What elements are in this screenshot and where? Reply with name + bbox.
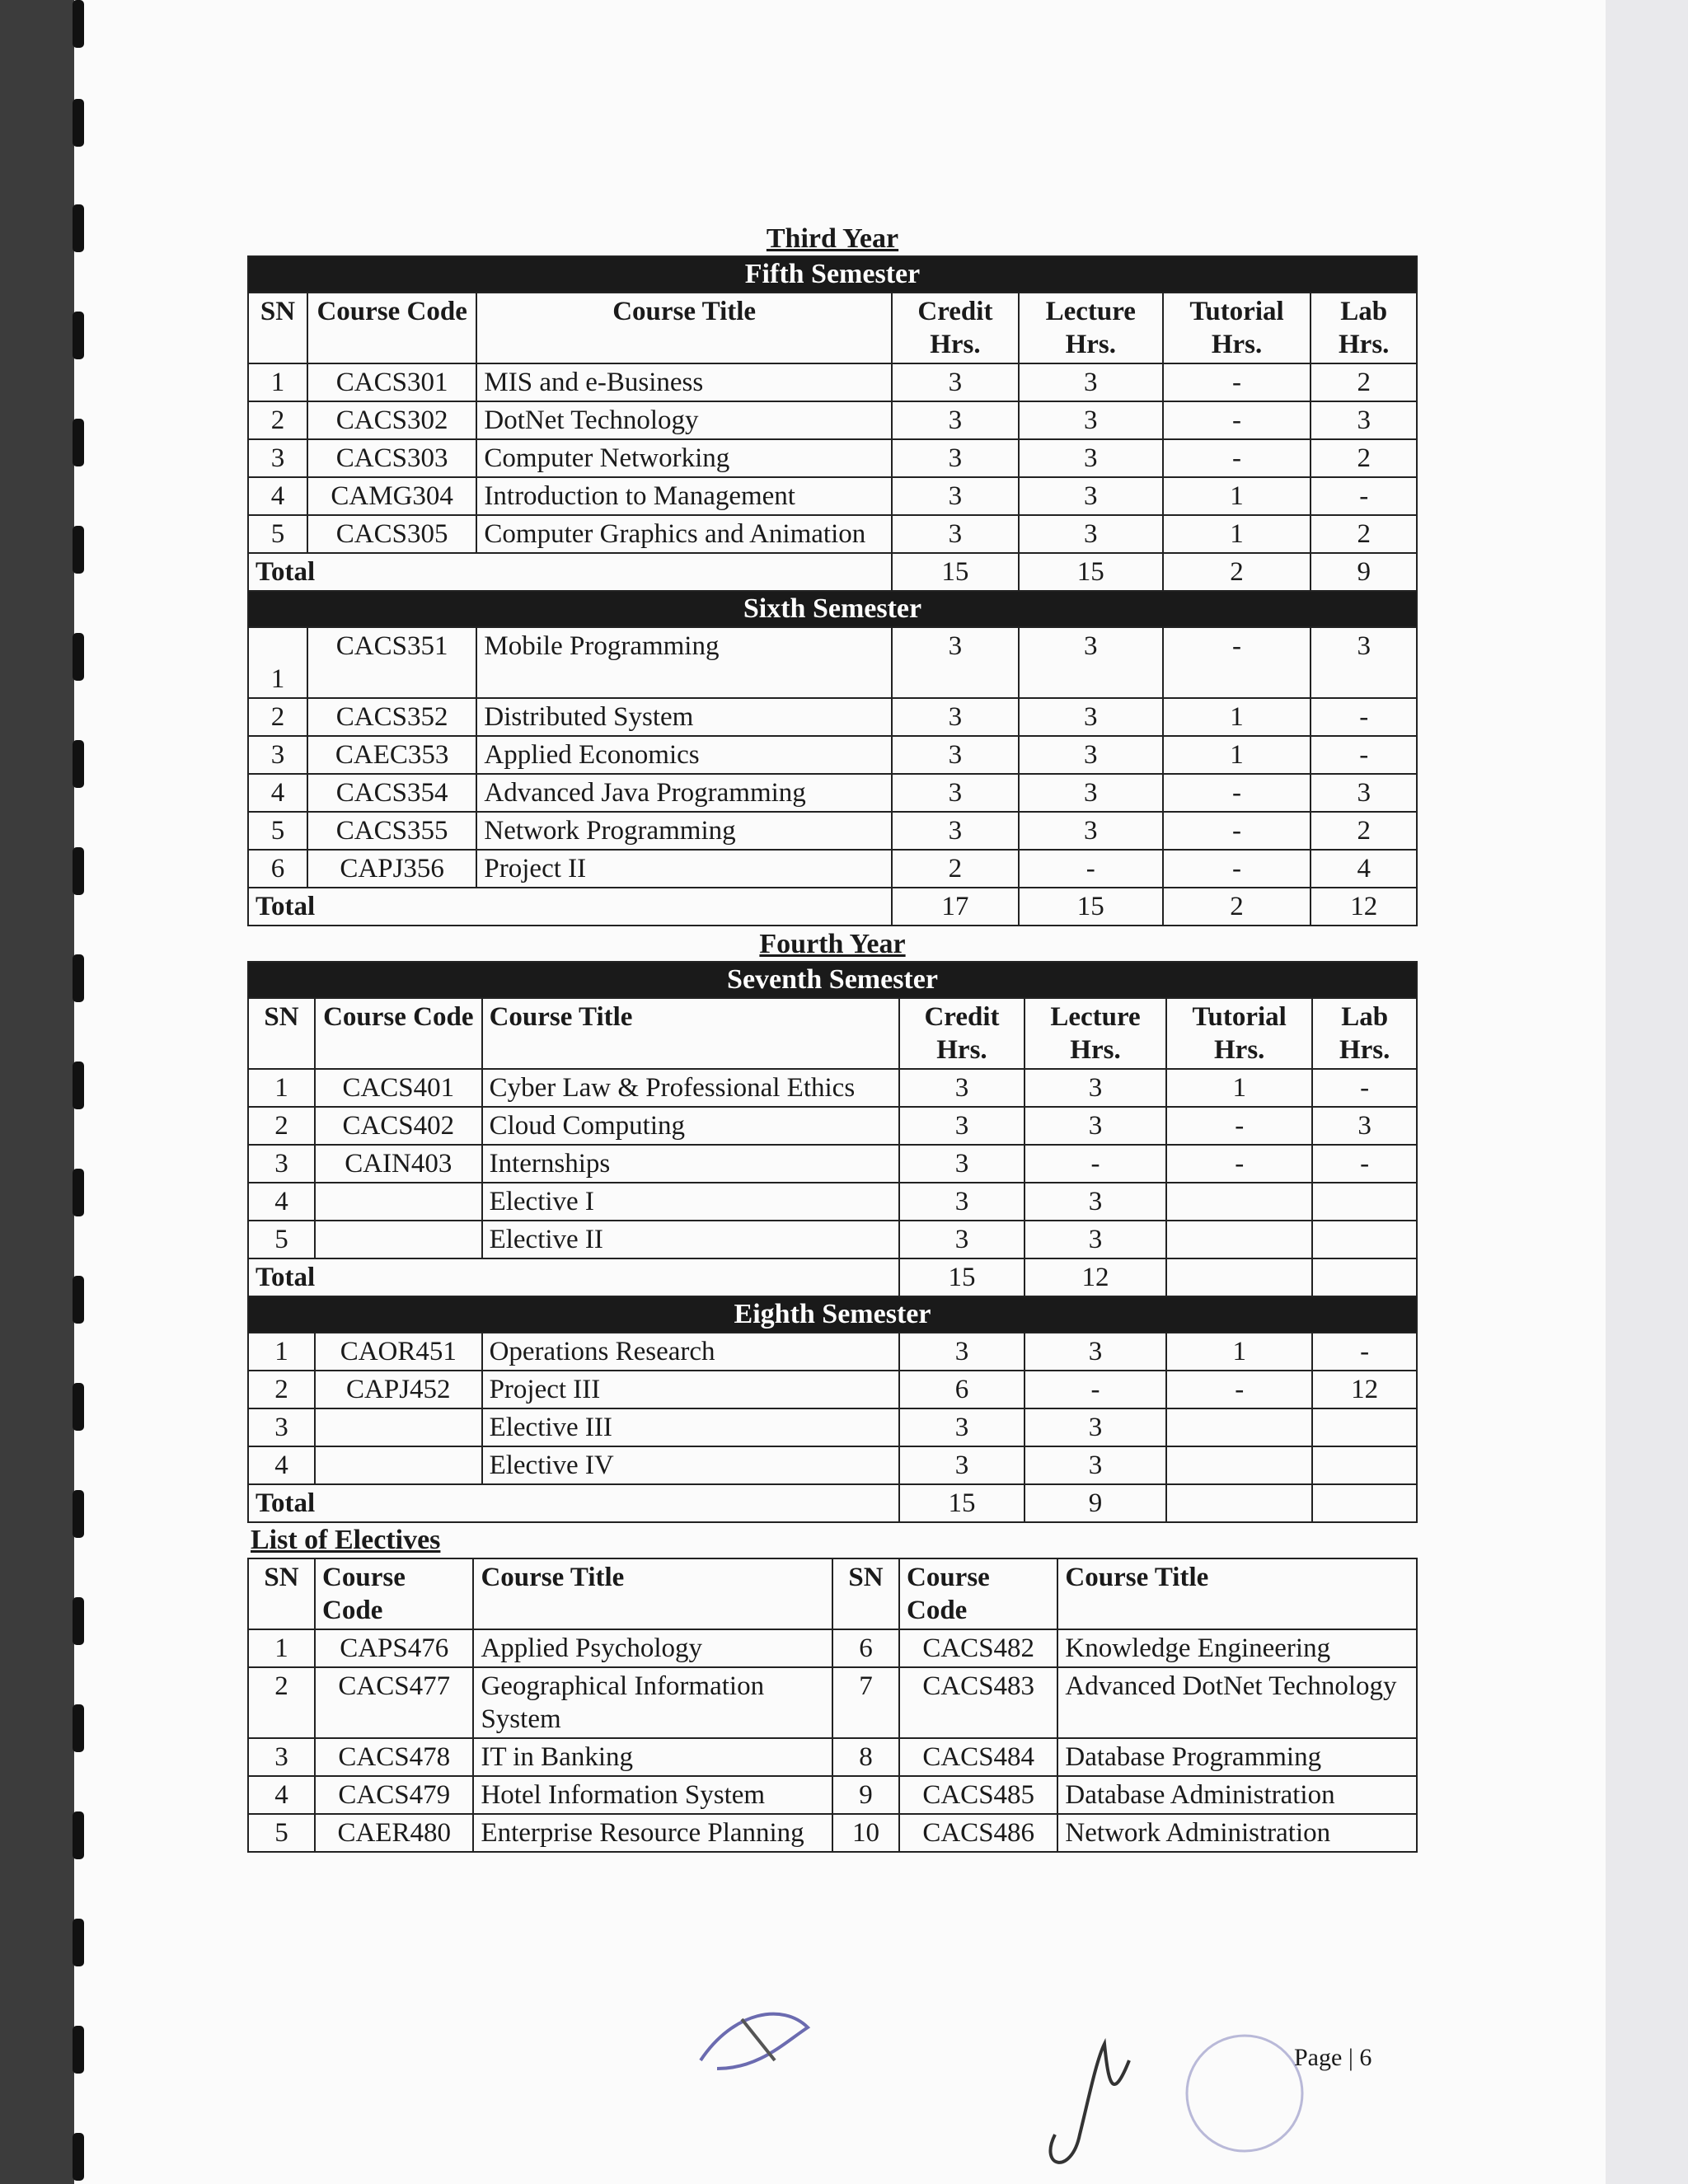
total-row [248, 1484, 1417, 1522]
lecture-cell: 3 [1019, 698, 1163, 736]
sn-cell: 1 [248, 1333, 315, 1371]
course-title-cell: Advanced DotNet Technology [1057, 1667, 1417, 1738]
course-title-cell: Applied Psychology [473, 1629, 832, 1667]
table-row [248, 439, 1417, 477]
lab-cell [1312, 1221, 1417, 1258]
tutorial-cell: - [1163, 439, 1311, 477]
tutorial-cell [1166, 1408, 1312, 1446]
column-header: Credit Hrs. [899, 998, 1025, 1069]
course-code-cell: CAER480 [315, 1814, 473, 1852]
third-year-table [247, 255, 1418, 926]
tutorial-cell: 1 [1166, 1333, 1312, 1371]
lecture-cell: 3 [1025, 1446, 1166, 1484]
course-code-cell: CACS302 [307, 401, 476, 439]
course-code-cell [315, 1408, 482, 1446]
credit-cell: 3 [899, 1145, 1025, 1183]
credit-cell: 3 [892, 736, 1019, 774]
lecture-cell: 3 [1019, 736, 1163, 774]
total-row [248, 888, 1417, 926]
sn-cell: 6 [832, 1629, 899, 1667]
sn-cell: 3 [248, 1145, 315, 1183]
table-row [248, 401, 1417, 439]
column-header: Course Title [473, 1558, 832, 1629]
sn-cell: 3 [248, 736, 307, 774]
course-title-cell: Computer Networking [476, 439, 891, 477]
binding-hole [73, 633, 84, 681]
lab-cell: 3 [1312, 1107, 1417, 1145]
stamp-mark [684, 1994, 832, 2077]
column-header: SN [832, 1558, 899, 1629]
lab-cell: 2 [1311, 439, 1417, 477]
course-code-cell: CAPJ452 [315, 1371, 482, 1408]
course-title-cell: Hotel Information System [473, 1776, 832, 1814]
column-header: Lab Hrs. [1312, 998, 1417, 1069]
sn-cell: 2 [248, 401, 307, 439]
credit-cell: 3 [899, 1446, 1025, 1484]
course-code-cell: CACS477 [315, 1667, 473, 1738]
course-title-cell: Distributed System [476, 698, 891, 736]
lab-cell: - [1311, 477, 1417, 515]
binding-hole [73, 526, 84, 574]
binding-hole [73, 954, 84, 1002]
tutorial-cell: - [1163, 774, 1311, 812]
sn-cell: 5 [248, 515, 307, 553]
column-header: SN [248, 998, 315, 1069]
lecture-cell: 3 [1019, 363, 1163, 401]
course-code-cell: CACS484 [899, 1738, 1057, 1776]
table-row [248, 477, 1417, 515]
total-tutorial: 2 [1163, 888, 1311, 926]
total-lecture: 12 [1025, 1258, 1166, 1296]
credit-cell: 3 [899, 1183, 1025, 1221]
course-code-cell: CAPJ356 [307, 850, 476, 888]
course-code-cell: CACS401 [315, 1069, 482, 1107]
lab-cell: 2 [1311, 363, 1417, 401]
lecture-cell: 3 [1019, 812, 1163, 850]
table-header-row [248, 1558, 1417, 1629]
course-title-cell: Computer Graphics and Animation [476, 515, 891, 553]
tutorial-cell [1166, 1183, 1312, 1221]
course-title-cell: Introduction to Management [476, 477, 891, 515]
course-title-cell: Enterprise Resource Planning [473, 1814, 832, 1852]
table-row [248, 1408, 1417, 1446]
lab-cell: - [1312, 1069, 1417, 1107]
course-code-cell: CACS483 [899, 1667, 1057, 1738]
total-tutorial [1166, 1484, 1312, 1522]
column-header: Tutorial Hrs. [1163, 293, 1311, 363]
tutorial-cell [1166, 1221, 1312, 1258]
tutorial-cell: - [1163, 850, 1311, 888]
column-header: Lab Hrs. [1311, 293, 1417, 363]
lab-cell: 12 [1312, 1371, 1417, 1408]
course-title-cell: Elective I [482, 1183, 899, 1221]
column-header: Course Code [307, 293, 476, 363]
sn-cell: 5 [248, 1814, 315, 1852]
electives-heading: List of Electives [251, 1525, 441, 1555]
electives-table [247, 1558, 1418, 1853]
lecture-cell: 3 [1019, 477, 1163, 515]
course-title-cell: Cloud Computing [482, 1107, 899, 1145]
lecture-cell: - [1025, 1145, 1166, 1183]
table-row [248, 1145, 1417, 1183]
binding-hole [73, 1276, 84, 1324]
course-title-cell: Project II [476, 850, 891, 888]
table-row [248, 1667, 1417, 1738]
column-header: SN [248, 293, 307, 363]
sn-cell: 4 [248, 1776, 315, 1814]
table-row [248, 774, 1417, 812]
table-row [248, 698, 1417, 736]
total-lab: 12 [1311, 888, 1417, 926]
tutorial-cell: 1 [1166, 1069, 1312, 1107]
lab-cell [1312, 1183, 1417, 1221]
total-row [248, 1258, 1417, 1296]
sn-cell: 1 [248, 363, 307, 401]
fourth-year-table [247, 961, 1418, 1523]
total-credit: 15 [899, 1484, 1025, 1522]
tutorial-cell: 1 [1163, 515, 1311, 553]
binding-hole [73, 1062, 84, 1109]
lab-cell: - [1312, 1333, 1417, 1371]
binding-hole [73, 740, 84, 788]
semester-title: Eighth Semester [248, 1296, 1417, 1333]
binding-hole [73, 2026, 84, 2074]
sn-cell: 2 [248, 698, 307, 736]
lecture-cell: - [1025, 1371, 1166, 1408]
course-code-cell: CAEC353 [307, 736, 476, 774]
tutorial-cell: - [1163, 401, 1311, 439]
lecture-cell: 3 [1019, 774, 1163, 812]
tutorial-cell [1166, 1446, 1312, 1484]
course-code-cell: CACS486 [899, 1814, 1057, 1852]
course-code-cell: CACS478 [315, 1738, 473, 1776]
sn-cell: 5 [248, 1221, 315, 1258]
binding-hole [73, 2133, 84, 2181]
course-title-cell: Advanced Java Programming [476, 774, 891, 812]
table-row [248, 1814, 1417, 1852]
table-row [248, 1446, 1417, 1484]
course-title-cell: Elective II [482, 1221, 899, 1258]
column-header: Tutorial Hrs. [1166, 998, 1312, 1069]
sn-cell: 10 [832, 1814, 899, 1852]
lecture-cell: 3 [1025, 1408, 1166, 1446]
third-year-heading: Third Year [766, 223, 899, 254]
lecture-cell: 3 [1025, 1221, 1166, 1258]
lecture-cell: 3 [1019, 515, 1163, 553]
credit-cell: 3 [892, 439, 1019, 477]
credit-cell: 2 [892, 850, 1019, 888]
course-title-cell: Database Administration [1057, 1776, 1417, 1814]
total-label: Total [248, 1258, 899, 1296]
semester-title: Sixth Semester [248, 591, 1417, 627]
sn-cell: 3 [248, 439, 307, 477]
lecture-cell: 3 [1025, 1183, 1166, 1221]
course-title-cell: Applied Economics [476, 736, 891, 774]
table-row [248, 1221, 1417, 1258]
sn-cell: 5 [248, 812, 307, 850]
course-code-cell: CAMG304 [307, 477, 476, 515]
tutorial-cell: 1 [1163, 477, 1311, 515]
course-title-cell: Mobile Programming [476, 627, 891, 698]
sn-cell: 4 [248, 774, 307, 812]
course-title-cell: IT in Banking [473, 1738, 832, 1776]
course-title-cell: DotNet Technology [476, 401, 891, 439]
credit-cell: 3 [892, 774, 1019, 812]
column-header: SN [248, 1558, 315, 1629]
credit-cell: 3 [892, 627, 1019, 698]
sn-cell: 9 [832, 1776, 899, 1814]
sn-cell: 8 [832, 1738, 899, 1776]
course-code-cell: CACS351 [307, 627, 476, 698]
lab-cell: 2 [1311, 515, 1417, 553]
course-title-cell: Project III [482, 1371, 899, 1408]
course-code-cell [315, 1221, 482, 1258]
lab-cell: 4 [1311, 850, 1417, 888]
column-header: Lecture Hrs. [1025, 998, 1166, 1069]
lab-cell: 3 [1311, 627, 1417, 698]
course-code-cell: CACS305 [307, 515, 476, 553]
total-lecture: 15 [1019, 888, 1163, 926]
table-row [248, 736, 1417, 774]
table-row [248, 1629, 1417, 1667]
course-code-cell: CACS402 [315, 1107, 482, 1145]
total-lecture: 15 [1019, 553, 1163, 591]
table-header-row [248, 293, 1417, 363]
tutorial-cell: - [1163, 627, 1311, 698]
binding-hole [73, 1383, 84, 1431]
column-header: Course Title [1057, 1558, 1417, 1629]
credit-cell: 6 [899, 1371, 1025, 1408]
course-code-cell: CACS479 [315, 1776, 473, 1814]
total-lab [1312, 1258, 1417, 1296]
table-row [248, 1107, 1417, 1145]
course-title-cell: Knowledge Engineering [1057, 1629, 1417, 1667]
total-lab: 9 [1311, 553, 1417, 591]
tutorial-cell: - [1166, 1107, 1312, 1145]
lab-cell: - [1311, 736, 1417, 774]
table-row [248, 515, 1417, 553]
course-code-cell: CACS352 [307, 698, 476, 736]
lecture-cell: 3 [1025, 1333, 1166, 1371]
semester-title: Fifth Semester [248, 256, 1417, 293]
sn-cell: 2 [248, 1107, 315, 1145]
table-row [248, 1371, 1417, 1408]
binding-hole [73, 419, 84, 466]
binding-hole [73, 1169, 84, 1216]
course-title-cell: Elective IV [482, 1446, 899, 1484]
lecture-cell: 3 [1019, 401, 1163, 439]
total-label: Total [248, 553, 892, 591]
column-header: Course Title [476, 293, 891, 363]
lecture-cell: 3 [1019, 439, 1163, 477]
binding-hole [73, 1811, 84, 1859]
table-row [248, 1333, 1417, 1371]
credit-cell: 3 [892, 363, 1019, 401]
total-credit: 15 [892, 553, 1019, 591]
column-header: Credit Hrs. [892, 293, 1019, 363]
credit-cell: 3 [899, 1107, 1025, 1145]
binding-hole [73, 0, 84, 48]
binding-hole [73, 99, 84, 147]
page-edge [1606, 0, 1688, 2184]
sn-cell: 4 [248, 1183, 315, 1221]
total-tutorial [1166, 1258, 1312, 1296]
course-code-cell: CAPS476 [315, 1629, 473, 1667]
course-code-cell: CACS485 [899, 1776, 1057, 1814]
credit-cell: 3 [899, 1221, 1025, 1258]
table-row [248, 812, 1417, 850]
course-title-cell: Operations Research [482, 1333, 899, 1371]
curriculum-content [247, 223, 1418, 1853]
credit-cell: 3 [892, 401, 1019, 439]
lecture-cell: 3 [1025, 1107, 1166, 1145]
column-header: Course Code [315, 1558, 473, 1629]
course-code-cell: CACS354 [307, 774, 476, 812]
total-credit: 17 [892, 888, 1019, 926]
binding-hole [73, 1704, 84, 1752]
credit-cell: 3 [892, 477, 1019, 515]
sn-cell: 1 [248, 627, 307, 698]
course-code-cell: CAIN403 [315, 1145, 482, 1183]
tutorial-cell: - [1166, 1371, 1312, 1408]
tutorial-cell: 1 [1163, 736, 1311, 774]
lab-cell: - [1311, 698, 1417, 736]
column-header: Lecture Hrs. [1019, 293, 1163, 363]
credit-cell: 3 [899, 1069, 1025, 1107]
tutorial-cell: 1 [1163, 698, 1311, 736]
table-row [248, 1776, 1417, 1814]
course-title-cell: Geographical Information System [473, 1667, 832, 1738]
sn-cell: 2 [248, 1371, 315, 1408]
tutorial-cell: - [1163, 812, 1311, 850]
table-row [248, 850, 1417, 888]
lab-cell: 3 [1311, 401, 1417, 439]
binding-hole [73, 1490, 84, 1538]
sn-cell: 4 [248, 1446, 315, 1484]
lab-cell: - [1312, 1145, 1417, 1183]
sn-cell: 7 [832, 1667, 899, 1738]
lecture-cell: 3 [1019, 627, 1163, 698]
credit-cell: 3 [892, 812, 1019, 850]
sn-cell: 3 [248, 1408, 315, 1446]
lab-cell [1312, 1408, 1417, 1446]
lecture-cell: 3 [1025, 1069, 1166, 1107]
credit-cell: 3 [899, 1408, 1025, 1446]
sn-cell: 6 [248, 850, 307, 888]
course-title-cell: Internships [482, 1145, 899, 1183]
credit-cell: 3 [899, 1333, 1025, 1371]
total-lab [1312, 1484, 1417, 1522]
sn-cell: 1 [248, 1629, 315, 1667]
course-title-cell: Network Programming [476, 812, 891, 850]
column-header: Course Title [482, 998, 899, 1069]
table-row [248, 1738, 1417, 1776]
total-label: Total [248, 888, 892, 926]
credit-cell: 3 [892, 515, 1019, 553]
tutorial-cell: - [1166, 1145, 1312, 1183]
course-code-cell: CACS482 [899, 1629, 1057, 1667]
sn-cell: 1 [248, 1069, 315, 1107]
course-code-cell [315, 1183, 482, 1221]
course-title-cell: Network Administration [1057, 1814, 1417, 1852]
tutorial-cell: - [1163, 363, 1311, 401]
signature [1030, 2011, 1311, 2176]
fourth-year-heading: Fourth Year [759, 929, 906, 959]
sn-cell: 2 [248, 1667, 315, 1738]
lecture-cell: - [1019, 850, 1163, 888]
sn-cell: 4 [248, 477, 307, 515]
total-lecture: 9 [1025, 1484, 1166, 1522]
semester-title: Seventh Semester [248, 962, 1417, 998]
binding-hole [73, 312, 84, 359]
binding-hole [73, 1597, 84, 1645]
course-title-cell: MIS and e-Business [476, 363, 891, 401]
binding-hole [73, 847, 84, 895]
column-header: Course Code [315, 998, 482, 1069]
lab-cell: 2 [1311, 812, 1417, 850]
table-header-row [248, 998, 1417, 1069]
course-title-cell: Database Programming [1057, 1738, 1417, 1776]
total-row [248, 553, 1417, 591]
total-tutorial: 2 [1163, 553, 1311, 591]
credit-cell: 3 [892, 698, 1019, 736]
course-code-cell: CACS301 [307, 363, 476, 401]
course-code-cell: CACS355 [307, 812, 476, 850]
table-row [248, 627, 1417, 698]
table-row [248, 1069, 1417, 1107]
course-title-cell: Elective III [482, 1408, 899, 1446]
column-header: Course Code [899, 1558, 1057, 1629]
lab-cell [1312, 1446, 1417, 1484]
sn-cell: 3 [248, 1738, 315, 1776]
lab-cell: 3 [1311, 774, 1417, 812]
course-code-cell: CAOR451 [315, 1333, 482, 1371]
course-title-cell: Cyber Law & Professional Ethics [482, 1069, 899, 1107]
total-credit: 15 [899, 1258, 1025, 1296]
table-row [248, 1183, 1417, 1221]
course-code-cell: CACS303 [307, 439, 476, 477]
total-label: Total [248, 1484, 899, 1522]
table-row [248, 363, 1417, 401]
course-code-cell [315, 1446, 482, 1484]
binding-hole [73, 1919, 84, 1966]
binding-hole [73, 204, 84, 252]
page-number: Page | 6 [1294, 2044, 1372, 2071]
